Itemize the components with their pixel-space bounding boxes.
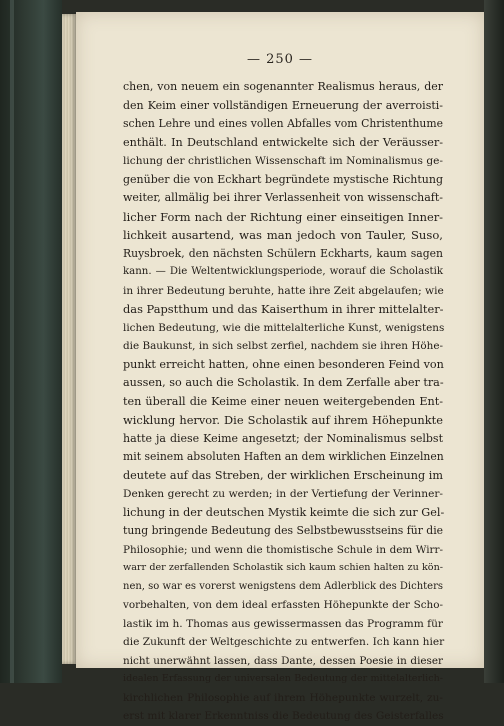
text-line: lastik im h. Thomas aus gewissermassen das Programm für: [123, 617, 443, 630]
text-line: lichen Bedeutung, wie die mittelalterliche Kunst, wenigstens: [123, 321, 445, 334]
text-line: Ruysbroek, den nächsten Schülern Eckharts, kaum sagen: [123, 246, 443, 260]
text-line: Philosophie; und wenn die thomistische Schule in dem Wirr-: [123, 543, 443, 556]
text-line: idealen Erfassung der universalen Bedeutung der mittelalterlich-: [123, 673, 443, 684]
text-line: das Papstthum und das Kaiserthum in ihrer mittelalter-: [123, 302, 444, 316]
text-line: in ihrer Bedeutung beruhte, hatte ihre Zeit abgelaufen; wie: [123, 284, 444, 297]
text-line: erst mit klarer Erkenntniss die Bedeutung des Geisterfalles: [123, 710, 444, 722]
text-line: genüber die von Eckhart begründete mystische Richtung: [123, 172, 443, 186]
text-line: Denken gerecht zu werden; in der Vertiefung der Verinner-: [123, 488, 443, 500]
text-line: licher Form nach der Richtung einer einseitigen Inner-: [123, 209, 443, 224]
text-line: die Baukunst, in sich selbst zerfiel, nachdem sie ihren Höhe-: [123, 340, 443, 352]
text-line: vorbehalten, von dem ideal erfassten Höhepunkte der Scho-: [123, 599, 443, 611]
text-line: chen, von neuem ein sogenannter Realismus heraus, der: [123, 80, 443, 93]
text-line: hatte ja diese Keime angesetzt; der Nominalismus selbst: [123, 431, 443, 445]
text-line: wicklung hervor. Die Scholastik auf ihrem Höhepunkte: [123, 413, 443, 427]
text-line: lichkeit ausartend, was man jedoch von Tauler, Suso,: [123, 228, 443, 242]
book-cover-right: [484, 0, 504, 683]
body-text: [123, 78, 443, 726]
text-line: schen Lehre und eines vollen Abfalles vom Christenthume: [123, 117, 443, 130]
text-line: nicht unerwähnt lassen, dass Dante, dessen Poesie in dieser: [123, 654, 443, 667]
text-line: tung bringende Bedeutung des Selbstbewusstseins für die: [123, 524, 444, 537]
text-line: weiter, allmälig bei ihrer Verlassenheit von wissenschaft-: [123, 191, 443, 204]
text-line: aussen, so auch die Scholastik. In dem Zerfalle aber tra-: [123, 376, 444, 389]
text-line: enthält. In Deutschland entwickelte sich der Veräusser-: [123, 135, 443, 149]
book-page: [76, 12, 484, 722]
text-line: lichung in der deutschen Mystik keimte die sich zur Gel-: [123, 505, 445, 519]
text-line: lichung der christlichen Wissenschaft im Nominalismus ge-: [123, 155, 443, 167]
text-line: den Keim einer vollständigen Erneuerung der averroisti-: [123, 98, 443, 112]
text-line: kann. — Die Weltentwicklungsperiode, worauf die Scholastik: [123, 266, 443, 277]
text-line: kirchlichen Philosophie auf ihrem Höhepunkte wurzelt, zu-: [123, 691, 443, 704]
text-line: punkt erreicht hatten, ohne einen besonderen Feind von: [123, 357, 444, 371]
page-number: — 250 —: [246, 52, 314, 67]
text-line: deutete auf das Streben, der wirklichen Erscheinung im: [123, 468, 443, 482]
text-line: nen, so war es vorerst wenigstens dem Adlerblick des Dichters: [123, 580, 443, 592]
text-line: die Zukunft der Weltgeschichte zu entwerfen. Ich kann hier: [123, 636, 445, 648]
page-edges: [62, 14, 76, 664]
book-cover-left: [0, 0, 62, 683]
text-line: ten überall die Keime einer neuen weitergebenden Ent-: [123, 394, 443, 408]
text-line: warr der zerfallenden Scholastik sich kaum schien halten zu kön-: [123, 562, 443, 573]
text-line: mit seinem absoluten Haften an dem wirklichen Einzelnen: [123, 450, 444, 463]
